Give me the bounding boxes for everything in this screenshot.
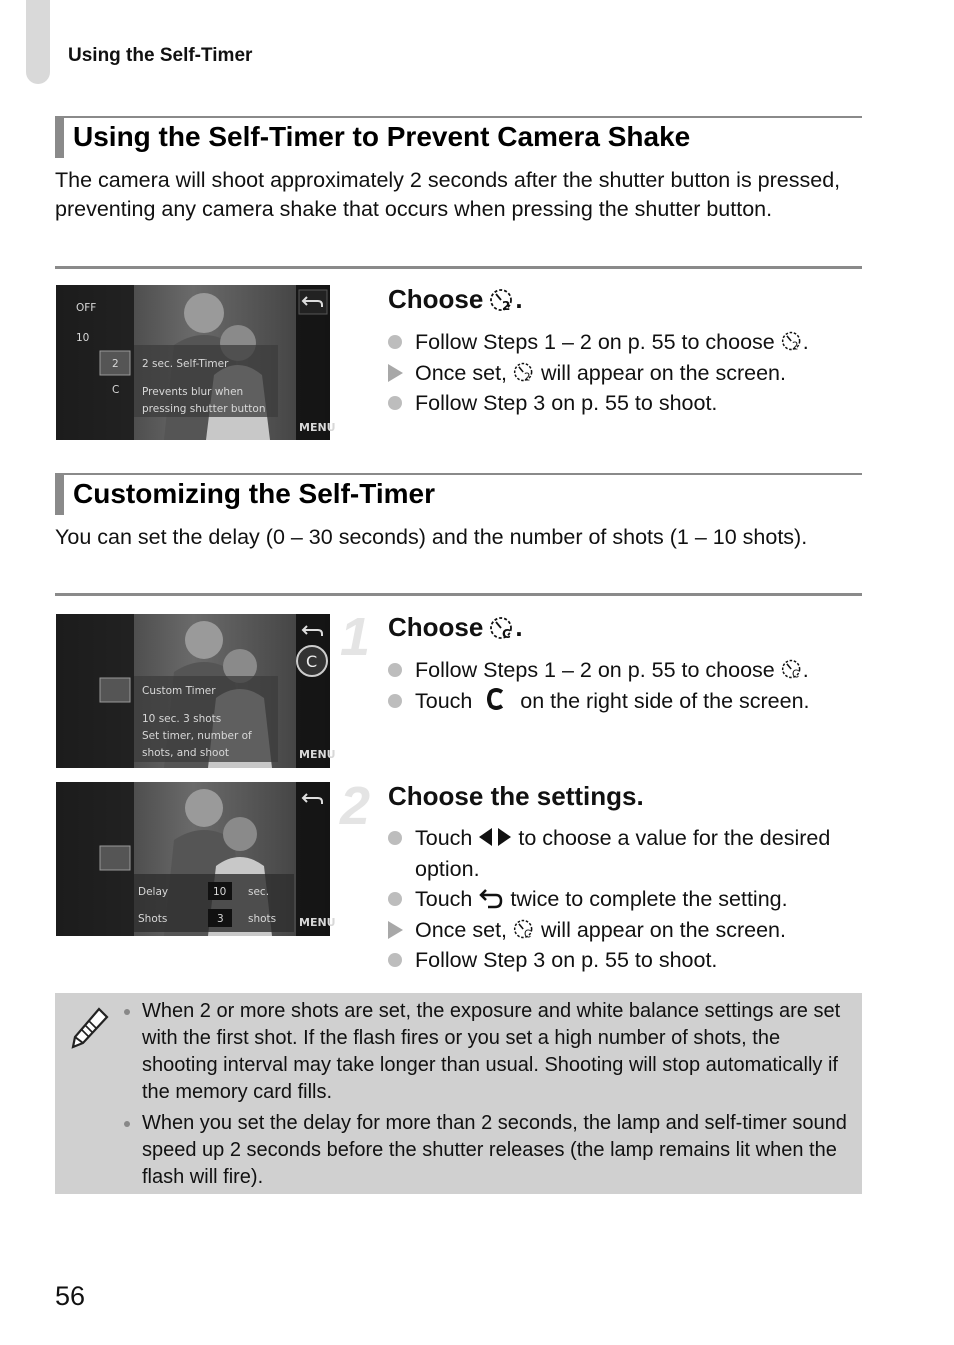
list-item: Follow Step 3 on p. 55 to shoot. [388, 945, 868, 976]
step-title-choose-custom [388, 612, 523, 643]
list-item: Follow Steps 1 – 2 on p. 55 to choose C . [388, 655, 868, 686]
svg-text:C: C [791, 669, 799, 681]
return-icon [478, 887, 504, 909]
step-number-1: 1 [340, 607, 371, 667]
section1-intro: The camera will shoot approximately 2 seconds after the shutter button is pressed, preventing any camera shake that occurs when pressing the shutter button. [55, 168, 841, 221]
caption-title: 2 sec. Self-Timer [142, 358, 229, 370]
caption-line-1: 10 sec. 3 shots [142, 713, 222, 725]
caption-line-2: Set timer, number of [142, 730, 252, 742]
step-title-text: Choose [388, 284, 484, 314]
section-title-camera-shake: Using the Self-Timer to Prevent Camera Shake [55, 116, 862, 158]
delay-label: Delay [138, 886, 169, 898]
timer-2sec-icon [489, 287, 515, 313]
custom-c-icon [484, 687, 508, 711]
section2-divider [55, 593, 862, 596]
page-number: 56 [55, 1281, 86, 1311]
list-item: Once set, 2 will appear on the screen. [388, 358, 868, 389]
step-title-end: . [515, 284, 523, 314]
caption-desc-2: pressing shutter button [142, 403, 266, 415]
svg-text:C: C [502, 626, 512, 641]
screen-custom-timer [56, 614, 336, 768]
step-bullets-2sec [388, 327, 868, 419]
note-box [55, 993, 862, 1194]
section1-divider [55, 266, 862, 269]
pencil-icon [69, 1005, 109, 1051]
shots-label: Shots [138, 913, 168, 925]
delay-unit: sec. [248, 886, 270, 898]
step-number-2: 2 [340, 776, 371, 836]
svg-text:2: 2 [502, 298, 511, 313]
left-right-arrows-icon [478, 826, 512, 848]
timer-custom-icon [781, 658, 803, 680]
svg-text:C: C [524, 928, 532, 940]
screen-2sec-timer [56, 285, 336, 440]
svg-text:2: 2 [791, 341, 799, 353]
menu-label: MENU [299, 916, 336, 929]
step-title-choose-settings: Choose the settings. [388, 781, 644, 811]
list-item: Follow Step 3 on p. 55 to shoot. [388, 388, 868, 419]
svg-text:C: C [306, 652, 318, 671]
note-item: When 2 or more shots are set, the exposure and white balance settings are set with the first shot. If the flash fires or you set a high number of shots, the shooting interval may take longer than usual. Shooting will stop automatically if the memory card fills. [123, 998, 858, 1106]
step-title-text: Choose [388, 612, 484, 642]
running-header: Using the Self-Timer [68, 45, 253, 66]
caption-line-3: shots, and shoot [142, 747, 229, 759]
list-item: Touch on the right side of the screen. [388, 686, 868, 717]
screen-timer-settings [56, 782, 336, 936]
list-item: Follow Steps 1 – 2 on p. 55 to choose 2 . [388, 327, 868, 358]
step-bullets-custom [388, 655, 868, 716]
chapter-tab-marker [26, 0, 50, 84]
note-item: When you set the delay for more than 2 seconds, the lamp and self-timer sound speed up 2 seconds before the shutter releases (the lamp remains lit when the flash will fire). [123, 1110, 858, 1191]
shots-value: 3 [217, 913, 224, 925]
timer-2sec-icon [513, 361, 535, 383]
section2-intro: You can set the delay (0 – 30 seconds) and the number of shots (1 – 10 shots). [55, 525, 808, 549]
menu-item-off: OFF [76, 302, 97, 314]
list-item: Once set, C will appear on the screen. [388, 915, 868, 946]
svg-text:2: 2 [524, 371, 531, 383]
section-title-customizing: Customizing the Self-Timer [55, 473, 862, 515]
timer-2sec-icon [781, 330, 803, 352]
list-item: Touch to choose a value for the desired option. [388, 823, 868, 884]
timer-custom-icon [513, 918, 535, 940]
list-item: Touch twice to complete the setting. [388, 884, 868, 915]
menu-label: MENU [299, 421, 336, 434]
menu-label: MENU [299, 748, 336, 761]
step-title-end: . [515, 612, 523, 642]
timer-custom-icon [489, 615, 515, 641]
caption-title: Custom Timer [142, 685, 216, 697]
menu-item-2: 2 [112, 358, 119, 370]
caption-desc-1: Prevents blur when [142, 386, 244, 398]
step-bullets-settings [388, 823, 868, 976]
menu-item-10: 10 [76, 332, 90, 344]
delay-value: 10 [213, 886, 227, 898]
shots-unit: shots [248, 913, 277, 925]
menu-item-custom: C [112, 384, 120, 396]
step-title-choose-2sec [388, 284, 523, 315]
